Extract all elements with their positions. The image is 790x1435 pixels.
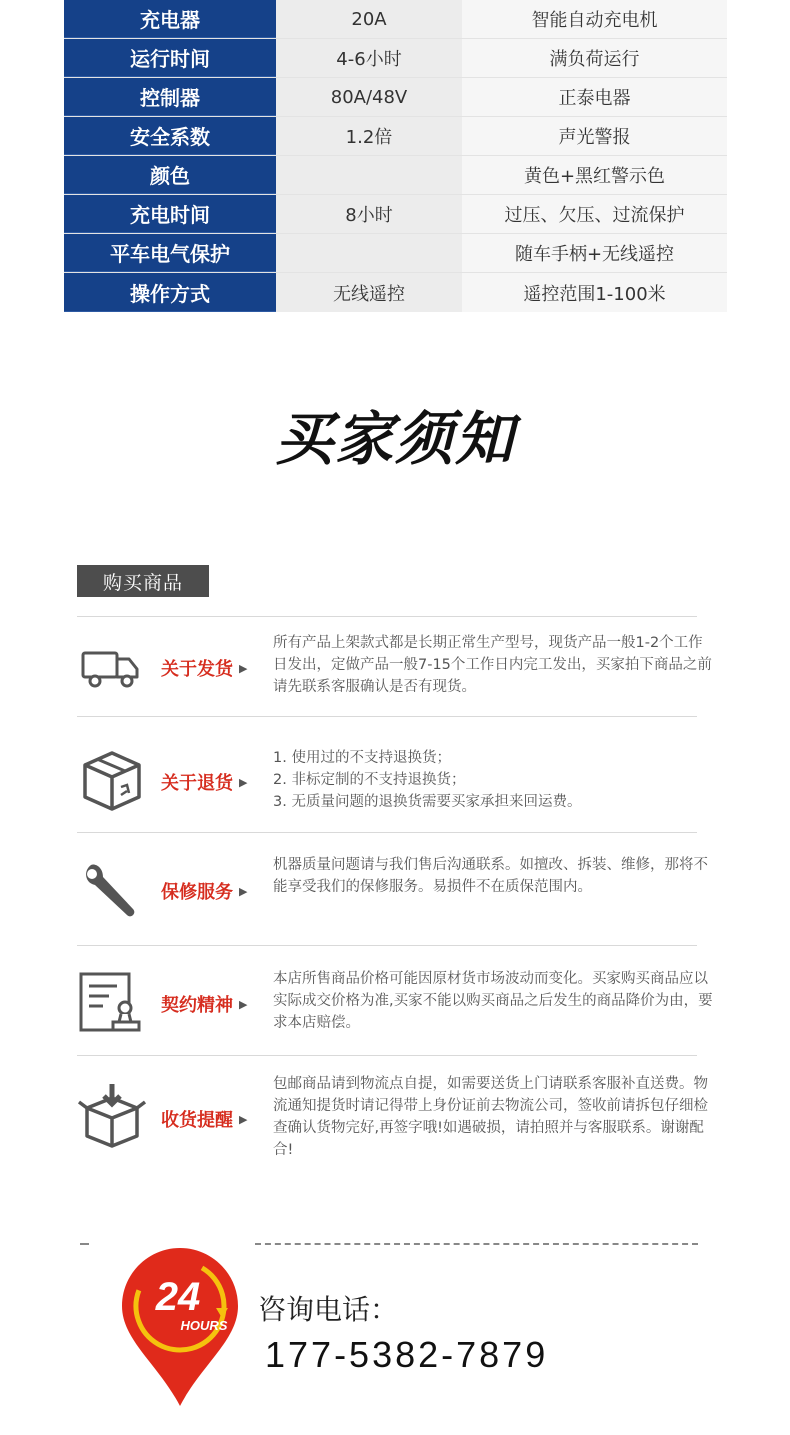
- spec-value: 1.2倍: [276, 117, 462, 155]
- notice-row-returns: [77, 716, 697, 832]
- notice-text: [273, 747, 713, 813]
- spec-detail: 正泰电器: [462, 78, 727, 116]
- buyer-notice-title: 买家须知: [274, 405, 515, 473]
- notice-heading-text: 关于退货: [161, 773, 233, 794]
- spec-label: 充电时间: [64, 195, 276, 233]
- spec-value: 80A/48V: [276, 78, 462, 116]
- notice-row-receiving: [77, 1055, 708, 1185]
- spec-value: 8小时: [276, 195, 462, 233]
- notice-text: 包邮商品请到物流点自提，如需要送货上门请联系客服补直送费。物流通知提货时请记得带上身份证前去物流公司，签收前请拆包仔细检查确认货物完好,再签字哦!如遇破损，请拍照并与客服联系。谢谢配合!: [273, 1076, 708, 1158]
- spec-value: 20A: [276, 0, 462, 38]
- contact-label: 咨询电话：: [258, 1293, 399, 1326]
- divider-dash: [80, 1243, 89, 1245]
- package-receive-icon: [77, 1082, 147, 1152]
- notice-row-warranty: [77, 832, 708, 945]
- spec-row: [64, 0, 727, 39]
- divider-dashed-line: [255, 1243, 698, 1245]
- spec-value: 4-6小时: [276, 39, 462, 77]
- contract-icon: [77, 968, 147, 1038]
- notice-text: 所有产品上架款式都是长期正常生产型号，现货产品一般1-2个工作日发出，定做产品一般7-15个工作日内完工发出，买家拍下商品之前请先联系客服确认是否有现货。: [273, 635, 712, 695]
- notice-row-contract: [77, 945, 713, 1055]
- spec-label: 运行时间: [64, 39, 276, 77]
- spec-detail: 智能自动充电机: [462, 0, 727, 38]
- triangle-right-icon: ▶: [239, 775, 248, 789]
- spec-value: [276, 234, 462, 272]
- wrench-icon: [77, 855, 147, 925]
- notice-line: 3. 无质量问题的退换货需要买家承担来回运费。: [273, 794, 582, 810]
- spec-row: [64, 195, 727, 234]
- spec-detail: 过压、欠压、过流保护: [462, 195, 727, 233]
- spec-detail: 黄色+黑红警示色: [462, 156, 727, 194]
- truck-icon: [77, 631, 147, 701]
- notice-heading-text: 保修服务: [161, 882, 233, 903]
- notice-row-shipping: [77, 616, 712, 716]
- notice-heading: [161, 769, 247, 795]
- notice-text: 本店所售商品价格可能因原材货市场波动而变化。买家购买商品应以实际成交价格为准,买家不能以购买商品之后发生的商品降价为由，要求本店赔偿。: [273, 971, 713, 1031]
- spec-detail: 随车手柄+无线遥控: [462, 234, 727, 272]
- notice-text: 机器质量问题请与我们售后沟通联系。如擅改、拆装、维修，那将不能享受我们的保修服务。易损件不在质保范围内。: [273, 857, 708, 895]
- spec-label: 颜色: [64, 156, 276, 194]
- box-return-icon: [77, 747, 147, 817]
- spec-row: [64, 39, 727, 78]
- triangle-right-icon: ▶: [239, 997, 248, 1011]
- spec-label: 平车电气保护: [64, 234, 276, 272]
- spec-detail: 遥控范围1-100米: [462, 273, 727, 312]
- spec-detail: 满负荷运行: [462, 39, 727, 77]
- spec-row: [64, 117, 727, 156]
- spec-label: 操作方式: [64, 273, 276, 312]
- notice-heading-text: 收货提醒: [161, 1110, 233, 1131]
- contact-phone: 177-5382-7879: [265, 1334, 549, 1375]
- spec-row: [64, 78, 727, 117]
- notice-heading: [161, 991, 247, 1017]
- notice-heading: [161, 655, 247, 681]
- triangle-right-icon: ▶: [239, 1112, 248, 1126]
- badge-unit: HOURS: [180, 1318, 228, 1333]
- notice-heading: [161, 1106, 247, 1132]
- spec-row: [64, 156, 727, 195]
- badge-number: 24: [155, 1275, 201, 1319]
- notice-heading-text: 关于发货: [161, 659, 233, 680]
- section-tag: 购买商品: [77, 565, 209, 597]
- triangle-right-icon: ▶: [239, 884, 248, 898]
- spec-table: [64, 0, 727, 312]
- spec-row: [64, 273, 727, 312]
- spec-detail: 声光警报: [462, 117, 727, 155]
- notice-line: 1. 使用过的不支持退换货；: [273, 750, 451, 766]
- notice-heading-text: 契约精神: [161, 995, 233, 1016]
- notice-heading: [161, 878, 247, 904]
- spec-value: 无线遥控: [276, 273, 462, 312]
- triangle-right-icon: ▶: [239, 661, 248, 675]
- spec-label: 充电器: [64, 0, 276, 38]
- spec-label: 安全系数: [64, 117, 276, 155]
- spec-label: 控制器: [64, 78, 276, 116]
- 24-hours-badge: [118, 1244, 242, 1410]
- spec-value: [276, 156, 462, 194]
- spec-row: [64, 234, 727, 273]
- notice-list: [77, 616, 713, 1185]
- notice-line: 2. 非标定制的不支持退换货；: [273, 772, 466, 788]
